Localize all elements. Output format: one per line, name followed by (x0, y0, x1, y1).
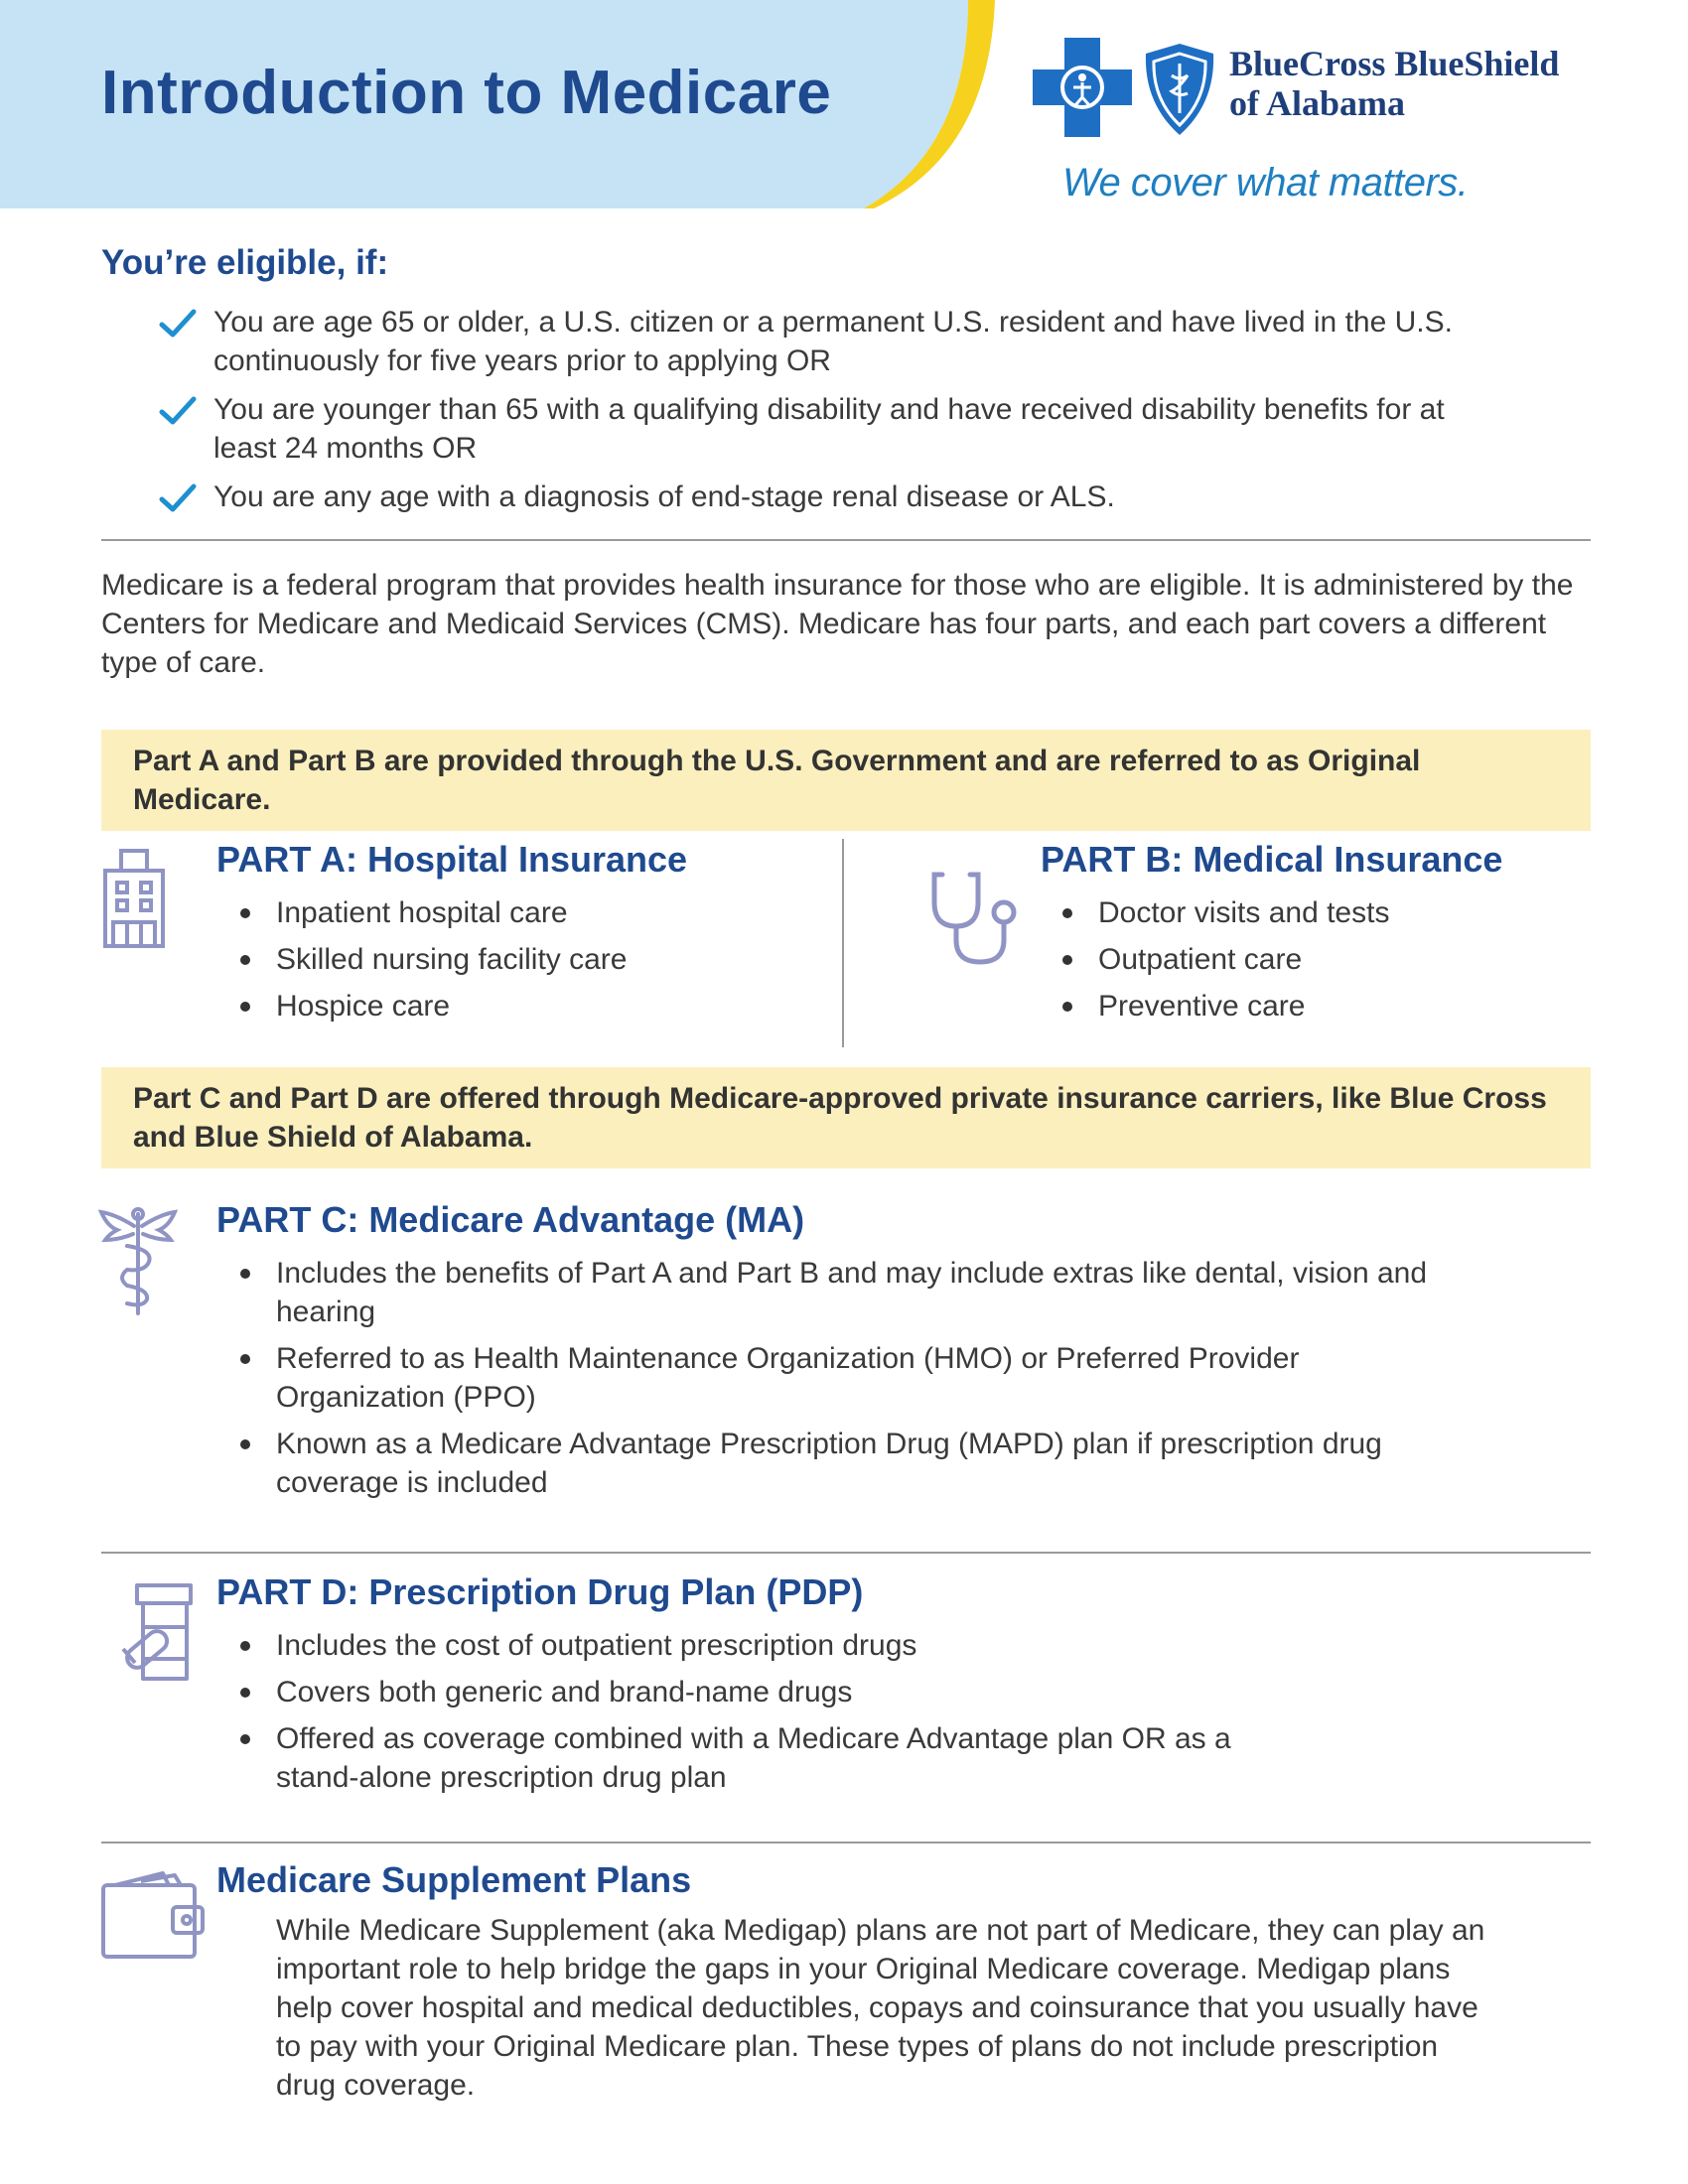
list-item: Preventive care (1060, 987, 1577, 1025)
hospital-building-icon (103, 849, 165, 948)
list-item: Includes the benefits of Part A and Part B and may include extras like dental, vision and hearing (238, 1254, 1430, 1331)
part-a-list (238, 893, 814, 1033)
list-item: Skilled nursing facility care (238, 940, 814, 979)
logo-wordmark (1229, 44, 1559, 123)
private-carriers-callout: Part C and Part D are offered through Medicare-approved private insurance carriers, like Blue Cross and Blue Shield of Alabama. (101, 1067, 1591, 1168)
part-a-title: PART A: Hospital Insurance (216, 839, 688, 880)
column-divider (842, 839, 844, 1047)
part-c-title: PART C: Medicare Advantage (MA) (216, 1199, 805, 1240)
list-item: Doctor visits and tests (1060, 893, 1577, 932)
blue-shield-icon (1142, 42, 1217, 137)
part-b-title: PART B: Medical Insurance (1041, 839, 1503, 880)
eligibility-item-text: You are age 65 or older, a U.S. citizen or a permanent U.S. resident and have lived in the U.S. continuously for five years prior to applying OR (213, 306, 1453, 377)
logo-name-line2: of Alabama (1229, 83, 1406, 123)
part-b-list (1060, 893, 1577, 1033)
list-item: Referred to as Health Maintenance Organization (HMO) or Preferred Provider Organization (PPO) (238, 1339, 1430, 1417)
list-item: Covers both generic and brand-name drugs (238, 1673, 1430, 1711)
check-icon (159, 483, 197, 513)
bcbs-logo (1033, 38, 1609, 147)
intro-paragraph: Medicare is a federal program that provides health insurance for those who are eligible. It is administered by the Centers for Medicare and Medicaid Services (CMS). Medicare has four parts, and each part covers a different type of care. (101, 569, 1574, 679)
page-title: Introduction to Medicare (101, 59, 832, 127)
list-item: Known as a Medicare Advantage Prescription Drug (MAPD) plan if prescription drug coverage is included (238, 1425, 1430, 1502)
eligibility-item-text: You are younger than 65 with a qualifying disability and have received disability benefits for at least 24 months OR (213, 393, 1445, 465)
caduceus-icon (97, 1206, 179, 1320)
eligibility-item (213, 478, 1504, 516)
list-item: Hospice care (238, 987, 814, 1025)
stethoscope-icon (928, 869, 1028, 968)
original-medicare-callout: Part A and Part B are provided through the U.S. Government and are referred to as Original Medicare. (101, 730, 1591, 831)
check-icon (159, 396, 197, 426)
logo-tagline: We cover what matters. (1062, 161, 1469, 205)
divider (101, 539, 1591, 541)
eligibility-item-text: You are any age with a diagnosis of end-stage renal disease or ALS. (213, 480, 1115, 513)
list-item: Outpatient care (1060, 940, 1577, 979)
divider (101, 1842, 1591, 1843)
list-item: Offered as coverage combined with a Medicare Advantage plan OR as a stand-alone prescription drug plan (238, 1719, 1269, 1797)
supplement-paragraph: While Medicare Supplement (aka Medigap) plans are not part of Medicare, they can play an important role to help bridge the gaps in your Original Medicare coverage. Medigap plans help cover hospital and medical deductibles, copays and coinsurance that you usually have to pay with your Original Medicare plan. These types of plans do not include prescription drug coverage. (276, 1914, 1485, 2102)
supplement-title: Medicare Supplement Plans (216, 1859, 692, 1900)
wallet-icon (101, 1871, 205, 1959)
part-d-list (238, 1626, 1430, 1805)
eligibility-item (213, 303, 1504, 380)
logo-name-line1: BlueCross BlueShield (1229, 44, 1560, 83)
part-d-title: PART D: Prescription Drug Plan (PDP) (216, 1571, 864, 1612)
eligibility-list (213, 303, 1504, 526)
check-icon (159, 309, 197, 339)
blue-cross-icon (1033, 38, 1132, 137)
part-c-list (238, 1254, 1430, 1510)
eligibility-item (213, 390, 1504, 468)
list-item: Includes the cost of outpatient prescription drugs (238, 1626, 1430, 1665)
pill-bottle-icon (101, 1583, 193, 1683)
list-item: Inpatient hospital care (238, 893, 814, 932)
eligibility-heading: You’re eligible, if: (101, 243, 389, 282)
divider (101, 1552, 1591, 1554)
